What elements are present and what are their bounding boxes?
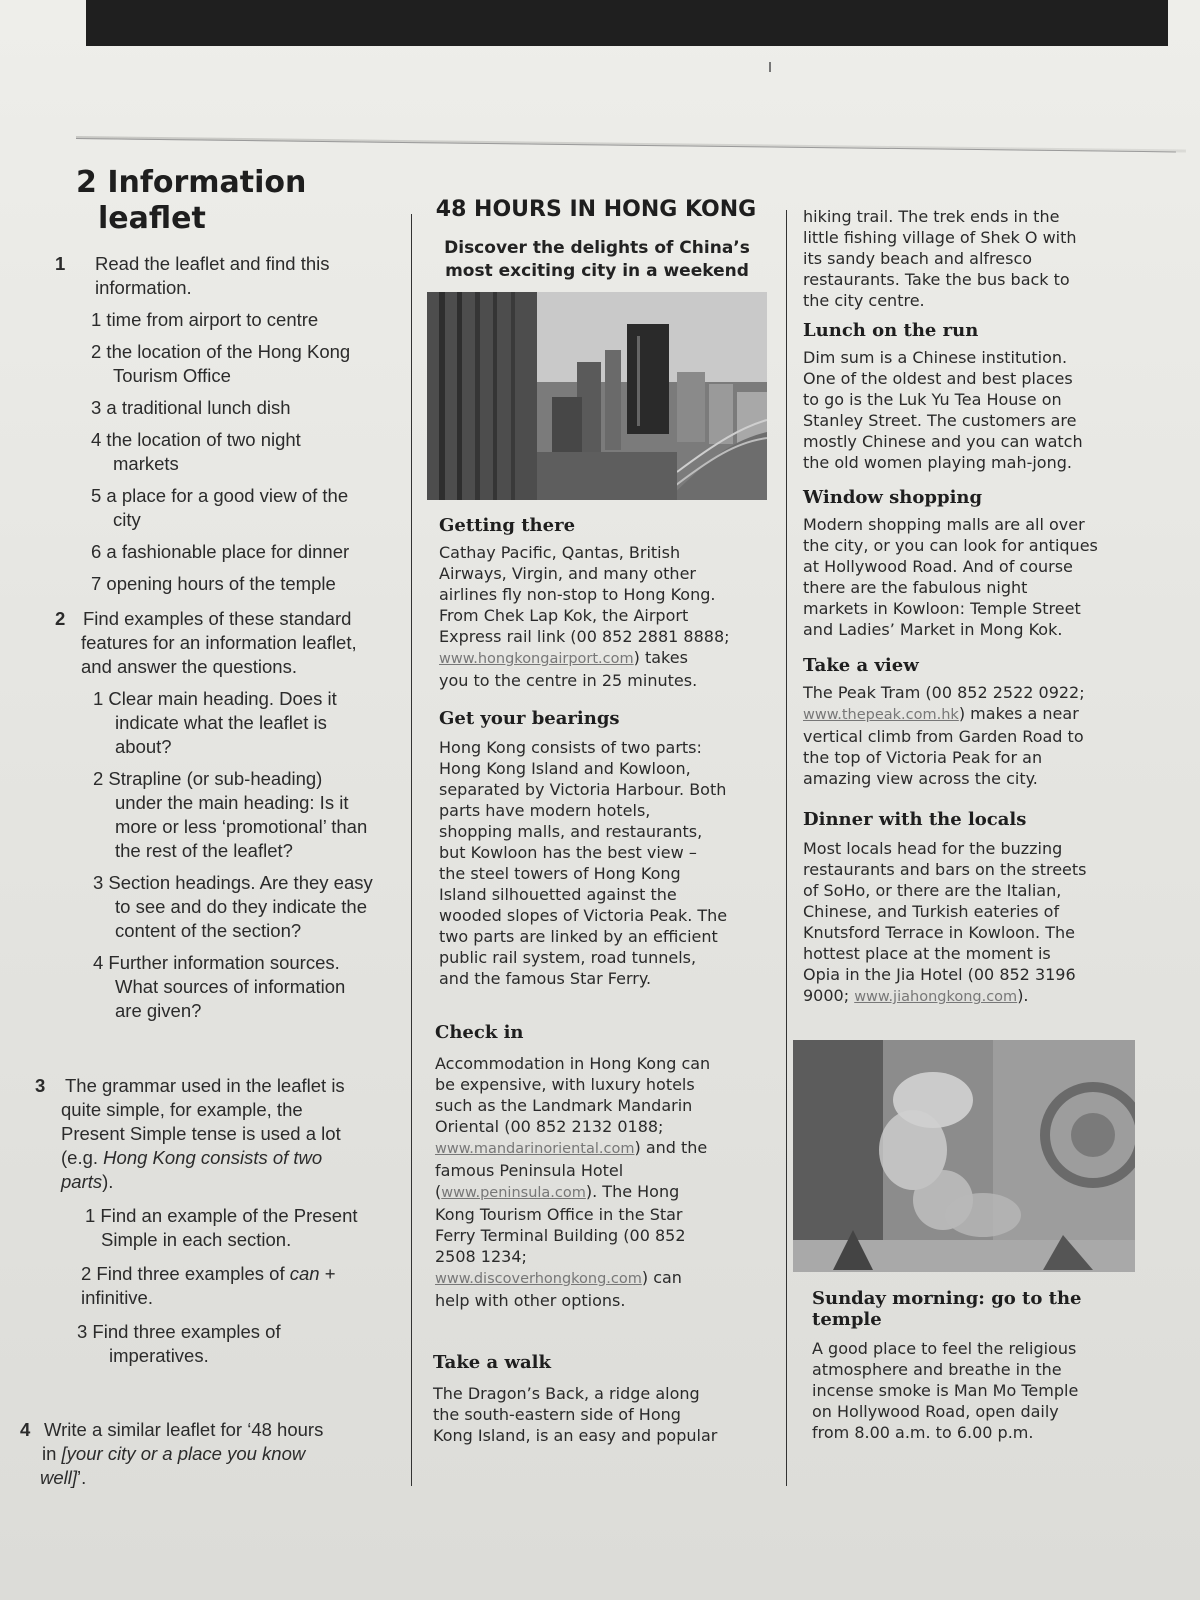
exercise-2-item-2 bbox=[93, 767, 410, 863]
section-take-a-view: Take a view The Peak Tram (00 852 2522 0922; www.thepeak.com.hk) makes a near vertical climb from Garden Road to the top of Victoria Peak for an amazing view across the city. bbox=[803, 655, 1085, 788]
exercise-3: 3 The grammar used in the leaflet is quite simple, for example, the Present Simple tense is used a lot (e.g. Hong Kong consists of two parts). 1 Find an example of the Present Simple in each section. 2 Find three examples of can + infinitive. 3 Find three examples of imperatives. bbox=[35, 1074, 405, 1368]
item-line: are given? bbox=[115, 1000, 202, 1021]
exercise-1-item-1 bbox=[91, 308, 405, 332]
exercise-3-item-2: 2 Find three examples of can + infinitive. bbox=[81, 1263, 336, 1308]
exercise-2-item-3 bbox=[93, 871, 410, 943]
item-line: 1 time from airport to centre bbox=[91, 309, 319, 330]
airport-link[interactable]: www.hongkongairport.com bbox=[439, 651, 634, 667]
item-line: under the main heading: Is it bbox=[115, 792, 349, 813]
section-title: 2 Information leaflet bbox=[76, 165, 307, 236]
item-line: to see and do they indicate the bbox=[115, 896, 367, 917]
item-line: more or less ‘promotional’ than bbox=[115, 816, 368, 837]
exercise-1-item-6 bbox=[91, 540, 405, 564]
exercise-1-item-5 bbox=[91, 484, 405, 532]
item-line: city bbox=[113, 509, 141, 530]
exercise-2-item-1 bbox=[93, 687, 410, 759]
exercise-1: 1 Read the leaflet and find this information. 1 time from airport to centre 2 the location of the Hong Kong Tourism Office 3 a traditional lunch dish 4 the location of two night markets 5 a place for a good view of the city 6 a fashionable place for dinner 7 opening hours of the temple bbox=[55, 252, 405, 604]
item-line: 4 Further information sources. bbox=[93, 952, 340, 973]
column-rule-left bbox=[411, 214, 412, 1486]
item-line: 2 Strapline (or sub-heading) bbox=[93, 768, 323, 789]
item-line: 3 Section headings. Are they easy bbox=[93, 872, 373, 893]
item-line: markets bbox=[113, 453, 179, 474]
exercise-3-item-1: 1 Find an example of the Present Simple in each section. bbox=[85, 1205, 358, 1250]
exercise-1-item-2 bbox=[91, 340, 405, 388]
item-line: content of the section? bbox=[115, 920, 302, 941]
take-a-walk-continued: hiking trail. The trek ends in the little fishing village of Shek O with its sandy beach and alfresco restaurants. Take the bus back to the city centre. bbox=[803, 207, 1077, 310]
exercise-1-item-3 bbox=[91, 396, 405, 420]
exercise-1-item-7 bbox=[91, 572, 405, 596]
peak-tram-link[interactable]: www.thepeak.com.hk bbox=[803, 707, 959, 723]
item-line: 3 a traditional lunch dish bbox=[91, 397, 291, 418]
item-line: 4 the location of two night bbox=[91, 429, 301, 450]
exercise-1-items bbox=[55, 308, 405, 596]
section-check-in: Check in Accommodation in Hong Kong can be expensive, with luxury hotels such as the Landmark Mandarin Oriental (00 852 2132 0188; www.mandarinoriental.com) and the famous Peninsula Hotel (www.peninsula.com). The Hong Kong Tourism Office in the Star Ferry Terminal Building (00 852 2508 1234; www.discoverhongkong.com) can help with other options. bbox=[435, 1022, 711, 1310]
exercise-3-item-3: 3 Find three examples of imperatives. bbox=[77, 1321, 281, 1366]
column-tick bbox=[769, 62, 771, 72]
exercise-4: 4 Write a similar leaflet for ‘48 hours in [your city or a place you know well]’. bbox=[20, 1419, 324, 1488]
column-rule-right bbox=[786, 210, 787, 1486]
section-window-shopping: Window shopping Modern shopping malls are all over the city, or you can look for antiques at Hollywood Road. And of course there are the fabulous night markets in Kowloon: Temple Street and Ladies’ Market in Mong Kok. bbox=[803, 487, 1098, 639]
item-line: 5 a place for a good view of the bbox=[91, 485, 349, 506]
peninsula-link[interactable]: www.peninsula.com bbox=[441, 1185, 586, 1201]
item-line: about? bbox=[115, 736, 172, 757]
discover-hong-kong-link[interactable]: www.discoverhongkong.com bbox=[435, 1271, 642, 1287]
hong-kong-skyline-photo bbox=[427, 292, 767, 500]
item-line: indicate what the leaflet is bbox=[115, 712, 327, 733]
leaflet-title: 48 HOURS IN HONG KONG bbox=[435, 197, 757, 222]
jia-hotel-link[interactable]: www.jiahongkong.com bbox=[854, 989, 1018, 1005]
page-fold-line bbox=[76, 138, 1176, 152]
item-line: 2 the location of the Hong Kong bbox=[91, 341, 351, 362]
leaflet-strapline: Discover the delights of China’s most exciting city in a weekend bbox=[444, 238, 750, 281]
skyline-illustration bbox=[427, 292, 767, 500]
section-take-a-walk: Take a walk The Dragon’s Back, a ridge along the south-eastern side of Hong Kong Island, is an easy and popular bbox=[433, 1352, 718, 1445]
item-line: 6 a fashionable place for dinner bbox=[91, 541, 350, 562]
exercise-2-items bbox=[55, 687, 410, 1023]
item-line: Tourism Office bbox=[113, 365, 231, 386]
section-get-your-bearings: Get your bearings Hong Kong consists of two parts: Hong Kong Island and Kowloon, separated by Victoria Harbour. Both parts have modern hotels, shopping malls, and restaurants, but Kowloon has the best view – the steel towers of Hong Kong Island silhouetted against the wooded slopes of Victoria Peak. The two parts are linked by an efficient public rail system, road tunnels, and the famous Star Ferry. bbox=[439, 708, 728, 988]
item-line: What sources of information bbox=[115, 976, 346, 997]
section-sunday-temple: Sunday morning: go to the temple A good place to feel the religious atmosphere and breathe in the incense smoke is Man Mo Temple on Hollywood Road, open daily from 8.00 a.m. to 6.00 p.m. bbox=[812, 1288, 1082, 1442]
item-line: the rest of the leaflet? bbox=[115, 840, 293, 861]
exercise-3-example: (e.g. Hong Kong consists of two bbox=[61, 1147, 323, 1168]
exercise-2: 2 Find examples of these standard features for an information leaflet, and answer the questions. 1 Clear main heading. Does it indicate what the leaflet is about? 2 Strapline (or sub-heading) under the main heading: Is it more or less ‘promotional’ than the rest of the leaflet? 3 Section headings. Are they easy to see and do they indicate the content of the section? 4 Further information sources. What sources of information are given? bbox=[55, 607, 410, 1031]
section-lunch-on-the-run: Lunch on the run Dim sum is a Chinese institution. One of the oldest and best places to go is the Luk Yu Tea House on Stanley Street. The customers are mostly Chinese and you can watch the old women playing mah-jong. bbox=[803, 320, 1083, 472]
item-line: 1 Clear main heading. Does it bbox=[93, 688, 337, 709]
exercise-1-item-4 bbox=[91, 428, 405, 476]
section-dinner-with-the-locals: Dinner with the locals Most locals head for the buzzing restaurants and bars on the streets of SoHo, or there are the Italian, Chinese, and Turkish eateries of Knutsford Terrace in Kowloon. The hottest place at the moment is Opia in the Jia Hotel (00 852 3196 9000; www.jiahongkong.com). bbox=[803, 809, 1087, 1005]
exercise-2-item-4 bbox=[93, 951, 410, 1023]
temple-incense-photo bbox=[793, 1040, 1135, 1272]
temple-illustration bbox=[793, 1040, 1135, 1272]
mandarin-oriental-link[interactable]: www.mandarinoriental.com bbox=[435, 1141, 635, 1157]
item-line: 7 opening hours of the temple bbox=[91, 573, 336, 594]
top-dark-band bbox=[86, 0, 1168, 46]
section-getting-there: Getting there Cathay Pacific, Qantas, British Airways, Virgin, and many other airlines fly non-stop to Hong Kong. From Chek Lap Kok, the Airport Express rail link (00 852 2881 8888; www.hongkongairport.com) takes you to the centre in 25 minutes. bbox=[439, 515, 730, 690]
